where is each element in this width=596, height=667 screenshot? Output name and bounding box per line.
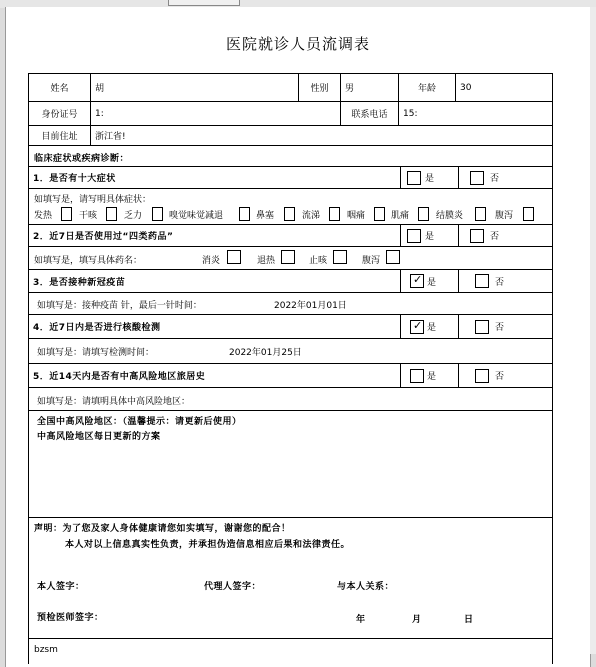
q4-no-checkbox[interactable] xyxy=(475,320,489,334)
q5-no-checkbox[interactable] xyxy=(475,369,489,383)
q1-yes-checkbox[interactable] xyxy=(407,171,421,185)
drug-diarrhea: 腹泻 xyxy=(362,256,381,266)
q4-yes-checkbox[interactable] xyxy=(410,320,424,334)
symptom-conjunctivitis-checkbox[interactable] xyxy=(475,207,486,221)
q4-yes-label: 是 xyxy=(427,323,437,333)
id-field[interactable]: 1: xyxy=(91,102,341,125)
q5-no-label: 否 xyxy=(495,372,505,382)
symptom-runny-nose-checkbox[interactable] xyxy=(329,207,340,221)
drug-anti-inflammatory-checkbox[interactable] xyxy=(227,250,241,264)
q3-instruction: 如填写是：接种疫苗 针，最后一针时间： xyxy=(37,301,202,311)
q3-no-checkbox[interactable] xyxy=(475,274,489,288)
q1-instruction: 如填写是，请写明具体症状： xyxy=(34,195,152,205)
footer-code: bzsm xyxy=(34,645,58,655)
q1-no-cell xyxy=(459,167,552,188)
q4-no-cell xyxy=(459,315,552,338)
age-label: 年龄 xyxy=(399,74,456,101)
q5-question: 5．近14天内是否有中高风险地区旅居史 xyxy=(29,364,401,387)
symptom-diarrhea: 腹泻 xyxy=(495,211,514,221)
symptom-fever-checkbox[interactable] xyxy=(61,207,72,221)
q3-question: 3．是否接种新冠疫苗 xyxy=(29,270,401,292)
age-field[interactable]: 30 xyxy=(460,82,472,93)
q2-no-cell xyxy=(459,225,552,246)
name-label: 姓名 xyxy=(29,74,91,101)
q5-detail-row xyxy=(29,388,552,411)
q1-no-label: 否 xyxy=(490,174,500,184)
name-field[interactable]: 胡 xyxy=(91,74,299,101)
clinical-label: 临床症状或疾病诊断： xyxy=(34,154,130,164)
q3-date: 2022年01月01日 xyxy=(274,301,347,311)
address-label: 目前住址 xyxy=(29,126,91,145)
q4-question: 4．近7日内是否进行核酸检测 xyxy=(29,315,401,338)
symptom-smell-taste: 嗅觉味觉减退 xyxy=(169,211,224,221)
q2-yes-cell xyxy=(401,225,459,246)
symptom-runny-nose: 流涕 xyxy=(302,211,321,221)
survey-form xyxy=(28,73,553,664)
date-month-label: 月 xyxy=(412,615,422,625)
q1-row xyxy=(29,167,552,189)
drug-cough-checkbox[interactable] xyxy=(333,250,347,264)
q1-yes-cell xyxy=(401,167,459,188)
drug-antipyretic: 退热 xyxy=(257,256,276,266)
date-year-label: 年 xyxy=(356,615,366,625)
declaration-section xyxy=(29,518,552,639)
proxy-signature-label: 代理人签字： xyxy=(204,582,262,592)
q1-detail-row xyxy=(29,189,552,225)
q2-yes-checkbox[interactable] xyxy=(407,229,421,243)
q2-instruction: 如填写是，填写具体药名： xyxy=(34,256,143,266)
q4-no-label: 否 xyxy=(495,323,505,333)
q2-yes-label: 是 xyxy=(425,232,435,242)
symptom-dry-cough: 干咳 xyxy=(79,211,98,221)
symptom-sore-throat-checkbox[interactable] xyxy=(374,207,385,221)
declaration-line-1: 声明：为了您及家人身体健康请您如实填写，谢谢您的配合！ xyxy=(34,524,291,534)
page-title: 医院就诊人员流调表 xyxy=(225,35,370,53)
q4-instruction: 如填写是：请填写检测时间： xyxy=(37,348,155,358)
symptom-myalgia: 肌痛 xyxy=(391,211,410,221)
gender-field[interactable]: 男 xyxy=(341,74,399,101)
q1-question: 1．是否有十大症状 xyxy=(29,167,401,188)
q3-yes-cell xyxy=(401,270,459,292)
basic-info-row xyxy=(29,74,552,102)
date-day-label: 日 xyxy=(464,615,474,625)
q3-no-label: 否 xyxy=(495,277,505,288)
q4-row xyxy=(29,315,552,339)
symptom-myalgia-checkbox[interactable] xyxy=(418,207,429,221)
q5-no-cell xyxy=(459,364,552,387)
symptom-fever: 发热 xyxy=(34,211,53,221)
q1-no-checkbox[interactable] xyxy=(470,171,484,185)
drug-anti-inflammatory: 消炎 xyxy=(202,256,221,266)
q4-detail-row xyxy=(29,339,552,364)
q5-row xyxy=(29,364,552,388)
q4-yes-cell xyxy=(401,315,459,338)
address-row xyxy=(29,126,552,146)
symptom-nasal-congestion-checkbox[interactable] xyxy=(284,207,295,221)
id-label: 身份证号 xyxy=(29,102,91,125)
q4-date: 2022年01月25日 xyxy=(229,348,302,358)
drug-cough: 止咳 xyxy=(309,256,328,266)
q5-instruction: 如填写是：请填明具体中高风险地区： xyxy=(37,397,191,407)
clinical-row xyxy=(29,146,552,167)
q5-yes-checkbox[interactable] xyxy=(410,369,424,383)
address-field[interactable]: 浙江省! xyxy=(95,132,126,142)
q2-question: 2．近7日是否使用过“四类药品” xyxy=(29,225,401,246)
declaration-line-2: 本人对以上信息真实性负责，并承担伪造信息相应后果和法律责任。 xyxy=(65,540,351,550)
gender-label: 性别 xyxy=(299,74,341,101)
symptom-sore-throat: 咽痛 xyxy=(347,211,366,221)
risk-area-update-note[interactable]: 中高风险地区每日更新的方案 xyxy=(37,432,161,442)
drug-diarrhea-checkbox[interactable] xyxy=(386,250,400,264)
q2-no-label: 否 xyxy=(490,232,500,242)
tab-strip[interactable] xyxy=(168,0,240,6)
q2-row xyxy=(29,225,552,247)
id-row xyxy=(29,102,552,126)
q3-yes-label: 是 xyxy=(427,277,437,288)
q5-yes-cell xyxy=(401,364,459,387)
q3-yes-checkbox[interactable] xyxy=(410,274,424,288)
q3-no-cell xyxy=(459,270,552,292)
relation-label: 与本人关系： xyxy=(337,582,395,592)
q3-detail-row xyxy=(29,293,552,315)
symptom-fatigue-checkbox[interactable] xyxy=(152,207,163,221)
symptom-diarrhea-checkbox[interactable] xyxy=(523,207,534,221)
q2-no-checkbox[interactable] xyxy=(470,229,484,243)
phone-field[interactable]: 15: xyxy=(403,108,418,119)
q1-yes-label: 是 xyxy=(425,174,435,184)
doctor-signature-label: 预检医师签字： xyxy=(37,613,104,623)
symptom-smell-taste-checkbox[interactable] xyxy=(239,207,250,221)
vertical-scrollbar[interactable] xyxy=(590,7,596,654)
phone-label: 联系电话 xyxy=(341,102,399,125)
q2-detail-row xyxy=(29,247,552,270)
symptom-dry-cough-checkbox[interactable] xyxy=(106,207,117,221)
symptom-conjunctivitis: 结膜炎 xyxy=(436,211,464,221)
symptom-fatigue: 乏力 xyxy=(124,211,143,221)
risk-area-heading: 全国中高风险地区：（温馨提示：请更新后使用） xyxy=(37,417,242,427)
q5-yes-label: 是 xyxy=(427,372,437,382)
q3-row xyxy=(29,270,552,293)
self-signature-label: 本人签字： xyxy=(37,582,85,592)
drug-antipyretic-checkbox[interactable] xyxy=(281,250,295,264)
risk-area-section xyxy=(29,411,552,518)
symptom-nasal-congestion: 鼻塞 xyxy=(256,211,275,221)
